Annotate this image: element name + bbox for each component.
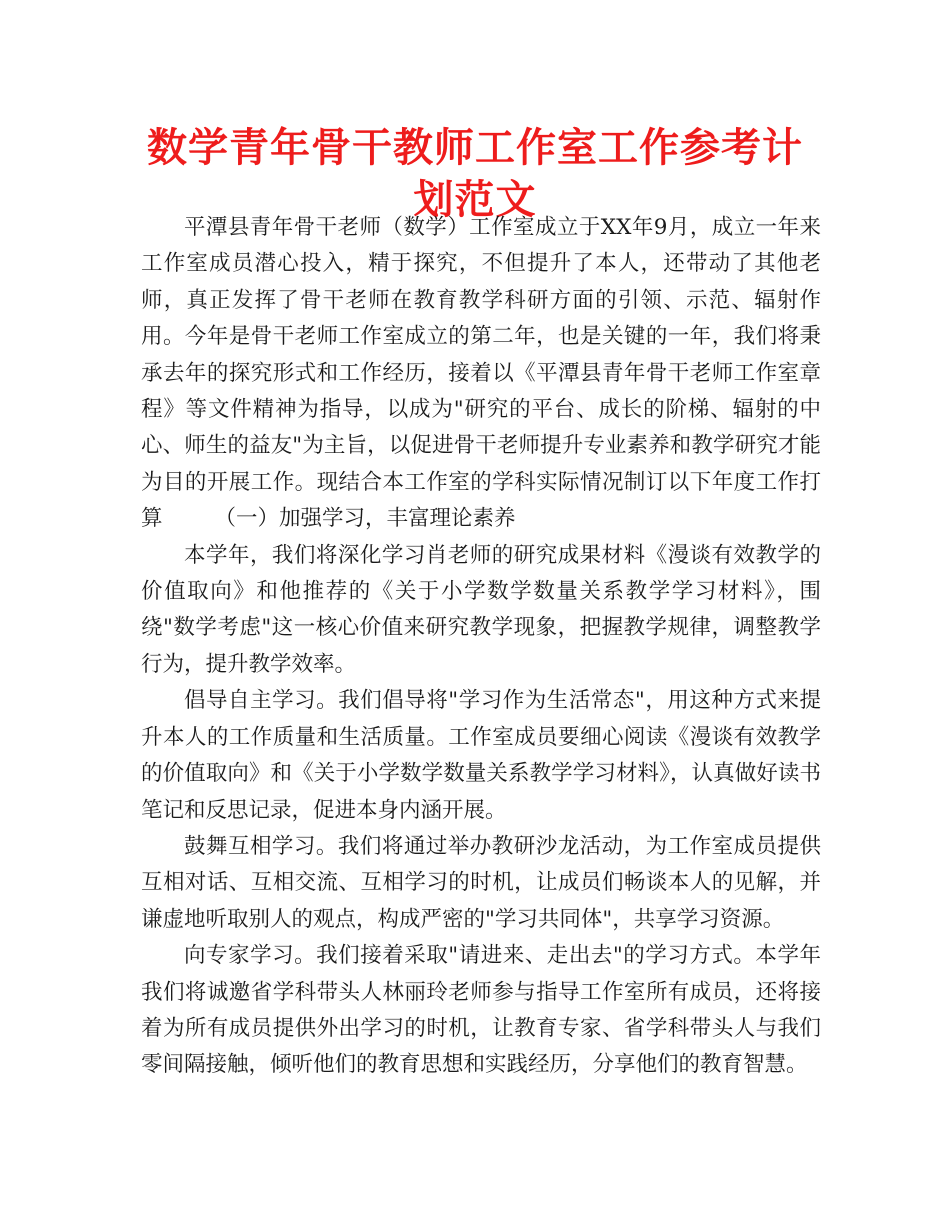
paragraph-expert-study: 向专家学习。我们接着采取"请进来、走出去"的学习方式。本学年我们将诚邀省学科带头人林丽玲老师参与指导工作室所有成员，还将接着为所有成员提供外出学习的时机，让教育专家、省学科带头人与我们零间隔接触，倾听他们的教育思想和实践经历，分享他们的教育智慧。 xyxy=(141,943,821,1078)
section-heading: （一）加强学习，丰富理论素养 xyxy=(214,506,516,532)
paragraph-intro-text: 平潭县青年骨干老师（数学）工作室成立于XX年9月，成立一年来工作室成员潜心投入，精于探究，不但提升了本人，还带动了其他老师，真正发挥了骨干老师在教育教学科研方面的引领、示范、辐射作用。今年是骨干老师工作室成立的第二年，也是关键的一年，我们将秉承去年的探究形式和工作经历，接着以《平潭县青年骨干老师工作室章程》等文件精神为指导，以成为"研究的平台、成长的阶梯、辐射的中心、师生的益友"为主旨，以促进骨干老师提升专业素养和教学研究才能为目的开展工作。现结合本工作室的学科实际情况制订以下年度工作打算 xyxy=(141,215,821,532)
paragraph-study: 本学年，我们将深化学习肖老师的研究成果材料《漫谈有效教学的价值取向》和他推荐的《关于小学数学数量关系教学学习材料》，围绕"数学考虑"这一核心价值来研究教学现象，把握教学规律，调整教学行为，提升教学效率。 xyxy=(141,542,821,677)
document-title: 数学青年骨干教师工作室工作参考计划范文 xyxy=(147,125,803,223)
paragraph-self-study: 倡导自主学习。我们倡导将"学习作为生活常态"，用这种方式来提升本人的工作质量和生活质量。工作室成员要细心阅读《漫谈有效教学的价值取向》和《关于小学数学数量关系教学学习材料》，认真做好读书笔记和反思记录，促进本身内涵开展。 xyxy=(141,688,821,823)
paragraph-mutual-study: 鼓舞互相学习。我们将通过举办教研沙龙活动，为工作室成员提供互相对话、互相交流、互相学习的时机，让成员们畅谈本人的见解，并谦虚地听取别人的观点，构成严密的"学习共同体"，共享学习资源。 xyxy=(141,833,821,932)
paragraph-intro xyxy=(141,210,821,538)
document-body xyxy=(141,210,821,1084)
